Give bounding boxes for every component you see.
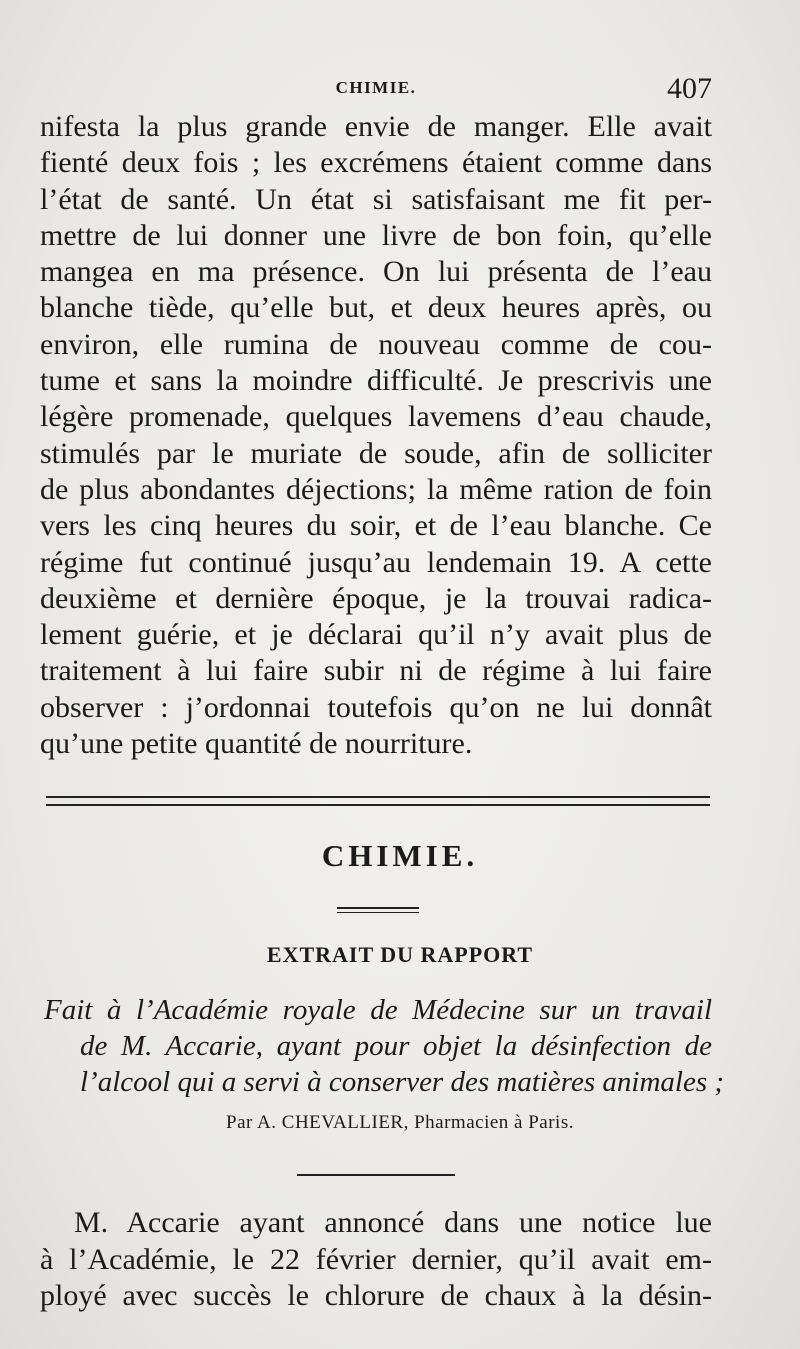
text-line: observer : j’ordonnai toutefois qu’on ne lui donnât bbox=[40, 690, 712, 724]
section-divider bbox=[46, 796, 710, 806]
text-line: mettre de lui donner une livre de bon foin, qu’elle bbox=[40, 218, 712, 252]
text-line: fienté deux fois ; les excrémens étaient comme dans bbox=[40, 146, 712, 180]
text-line: de plus abondantes déjections; la même ration de foin bbox=[40, 472, 712, 506]
author-line: Par A. CHEVALLIER, Pharmacien à Paris. bbox=[226, 1112, 574, 1133]
text-line: qu’une petite quantité de nourriture. bbox=[40, 727, 473, 761]
section-title: CHIMIE. bbox=[321, 838, 479, 873]
title-rule bbox=[337, 907, 419, 913]
text-line: mangea en ma présence. On lui présenta de l’eau bbox=[40, 255, 712, 289]
text-line: l’état de santé. Un état si satisfaisant me fit per- bbox=[40, 182, 712, 216]
text-line: légère promenade, quelques lavemens d’eau chaude, bbox=[40, 400, 712, 434]
intro-paragraph bbox=[40, 1205, 712, 1315]
report-subtitle bbox=[44, 992, 725, 1100]
page-header bbox=[40, 72, 712, 108]
text-line: vers les cinq heures du soir, et de l’eau blanche. Ce bbox=[40, 509, 712, 543]
text-line: traitement à lui faire subir ni de régime à lui faire bbox=[40, 654, 712, 688]
running-title: CHIMIE. bbox=[335, 78, 417, 97]
text-line: à l’Académie, le 22 février dernier, qu’il avait em- bbox=[40, 1242, 712, 1276]
page-number: 407 bbox=[667, 72, 712, 105]
text-line: nifesta la plus grande envie de manger. Elle avait bbox=[40, 110, 712, 143]
text-line: environ, elle rumina de nouveau comme de cou- bbox=[40, 327, 712, 361]
subtitle-line: Fait à l’Académie royale de Médecine sur un travail bbox=[44, 994, 712, 1026]
report-heading: EXTRAIT DU RAPPORT bbox=[266, 942, 534, 967]
subtitle-line: de M. Accarie, ayant pour objet la désinfection de bbox=[80, 1030, 712, 1062]
text-line: lement guérie, et je déclarai qu’il n’y avait plus de bbox=[40, 618, 712, 652]
text-line: ployé avec succès le chlorure de chaux à la désin- bbox=[40, 1279, 712, 1312]
text-line: blanche tiède, qu’elle but, et deux heures après, ou bbox=[40, 291, 712, 325]
text-line: M. Accarie ayant annoncé dans une notice lue bbox=[74, 1206, 712, 1239]
text-line: deuxième et dernière époque, je la trouvai radica- bbox=[40, 581, 712, 615]
body-paragraph bbox=[40, 109, 712, 762]
text-line: stimulés par le muriate de soude, afin de solliciter bbox=[40, 436, 712, 470]
intro-rule bbox=[297, 1174, 455, 1176]
text-line: régime fut continué jusqu’au lendemain 19. A cette bbox=[40, 545, 712, 579]
subtitle-line: l’alcool qui a servi à conserver des matières animales ; bbox=[80, 1066, 725, 1098]
text-line: tume et sans la moindre difficulté. Je prescrivis une bbox=[40, 364, 712, 398]
